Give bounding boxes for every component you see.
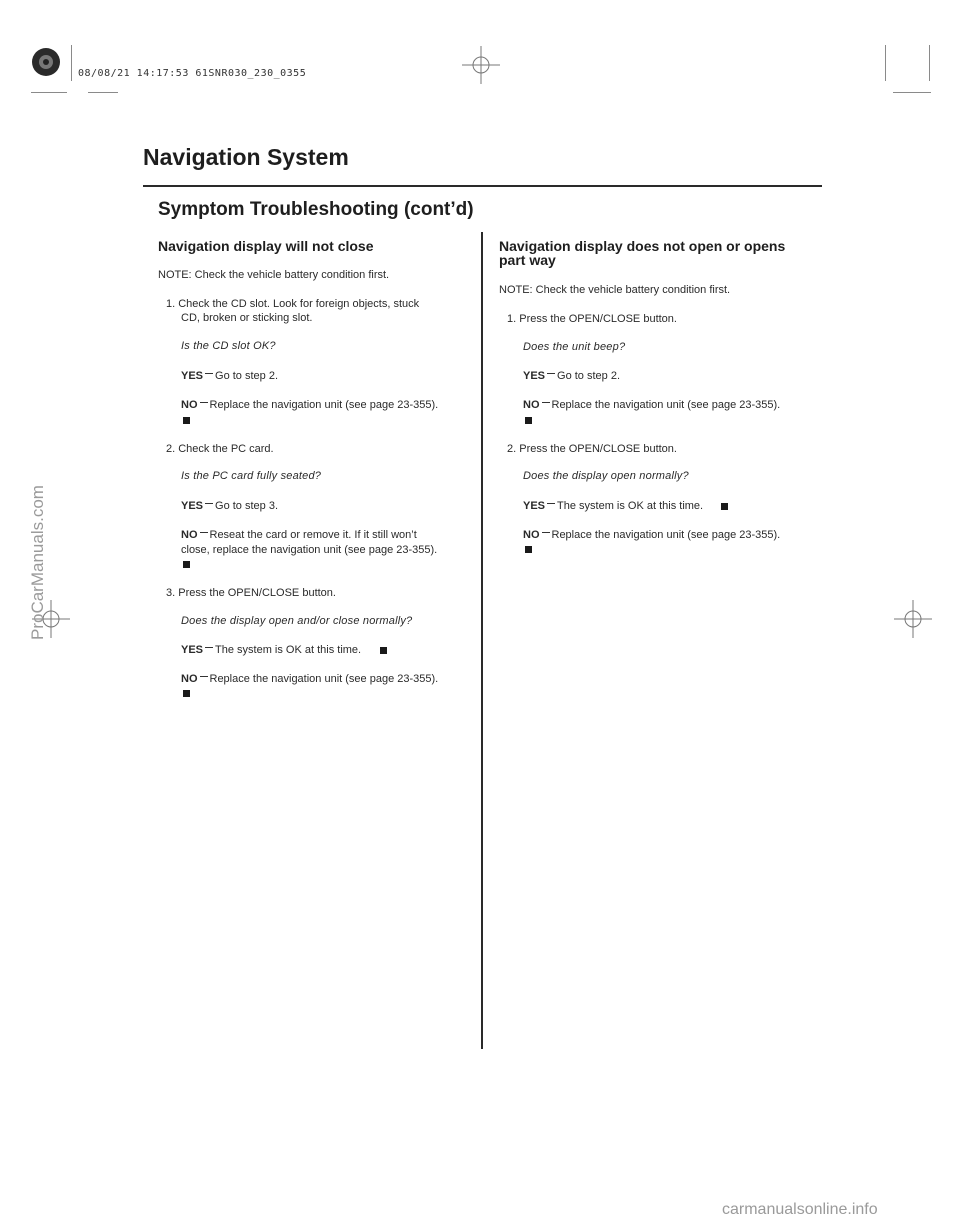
end-mark [183,417,190,424]
watermark-side: ProCarManuals.com [28,485,47,640]
dash [542,402,550,403]
left-yes-3 [181,643,361,657]
right-step2: 2. Press the OPEN/CLOSE button. [507,443,677,455]
answer-text: Go to step 2. [215,370,278,382]
dash [205,647,213,648]
left-no-2-line2: close, replace the navigation unit (see page 23-355). [181,544,438,556]
dash [205,503,213,504]
section-subtitle: Symptom Troubleshooting (cont’d) [158,199,474,220]
left-question-1: Is the CD slot OK? [181,340,276,352]
dash [547,373,555,374]
crop-mark [88,92,118,93]
right-note: NOTE: Check the vehicle battery condition first. [499,284,731,296]
crop-mark [71,45,72,81]
watermark-bottom: carmanualsonline.info [722,1201,878,1218]
print-stamp: 08/08/21 14:17:53 61SNR030_230_0355 [78,68,307,79]
registration-crosshair-top [462,46,500,84]
answer-text: Replace the navigation unit (see page 23-355). [209,399,439,411]
crop-mark [893,92,931,93]
right-yes-2 [523,499,703,513]
dash [200,402,208,403]
crop-mark [885,45,886,81]
yes-label: YES [181,644,204,656]
right-step1: 1. Press the OPEN/CLOSE button. [507,313,677,325]
page-title: Navigation System [143,144,349,170]
column-divider [481,232,483,1049]
no-label: NO [181,673,198,685]
left-step1-line1: 1. Check the CD slot. Look for foreign objects, stuck [166,298,420,310]
answer-text: Reseat the card or remove it. If it still won’t [209,529,417,541]
right-heading-line2: part way [499,252,556,268]
dash [542,532,550,533]
right-question-2: Does the display open normally? [523,470,689,482]
end-mark [183,690,190,697]
dash [200,532,208,533]
end-mark [380,647,387,654]
title-rule [143,185,822,187]
no-label: NO [181,529,198,541]
left-step3: 3. Press the OPEN/CLOSE button. [166,587,336,599]
crop-mark [929,45,930,81]
left-no-1 [181,398,438,412]
answer-text: Replace the navigation unit (see page 23-355). [551,529,781,541]
yes-label: YES [181,500,204,512]
left-heading: Navigation display will not close [158,238,374,254]
no-label: NO [523,529,540,541]
left-note: NOTE: Check the vehicle battery condition first. [158,269,390,281]
left-step2: 2. Check the PC card. [166,443,274,455]
end-mark [525,417,532,424]
right-no-2 [523,528,780,542]
end-mark [721,503,728,510]
left-no-3 [181,672,438,686]
right-no-1 [523,398,780,412]
end-mark [183,561,190,568]
right-heading-line1: Navigation display does not open or opens [499,238,786,254]
dash [205,373,213,374]
answer-text: Go to step 2. [557,370,620,382]
end-mark [525,546,532,553]
answer-text: Replace the navigation unit (see page 23-355). [209,673,439,685]
crop-mark [31,92,67,93]
answer-text: Replace the navigation unit (see page 23-355). [551,399,781,411]
yes-label: YES [523,370,546,382]
no-label: NO [181,399,198,411]
registration-crosshair-right [894,600,932,638]
yes-label: YES [523,500,546,512]
left-no-2 [181,528,417,542]
left-yes-1 [181,369,278,383]
no-label: NO [523,399,540,411]
yes-label: YES [181,370,204,382]
left-question-2: Is the PC card fully seated? [181,470,322,482]
right-yes-1 [523,369,620,383]
answer-text: The system is OK at this time. [215,644,362,656]
dash [200,676,208,677]
answer-text: Go to step 3. [215,500,278,512]
left-yes-2 [181,499,278,513]
registration-target-top-left [28,44,64,80]
dash [547,503,555,504]
left-step1-line2: CD, broken or sticking slot. [181,312,313,324]
answer-text: The system is OK at this time. [557,500,704,512]
right-question-1: Does the unit beep? [523,341,626,353]
left-question-3: Does the display open and/or close normally? [181,615,413,627]
